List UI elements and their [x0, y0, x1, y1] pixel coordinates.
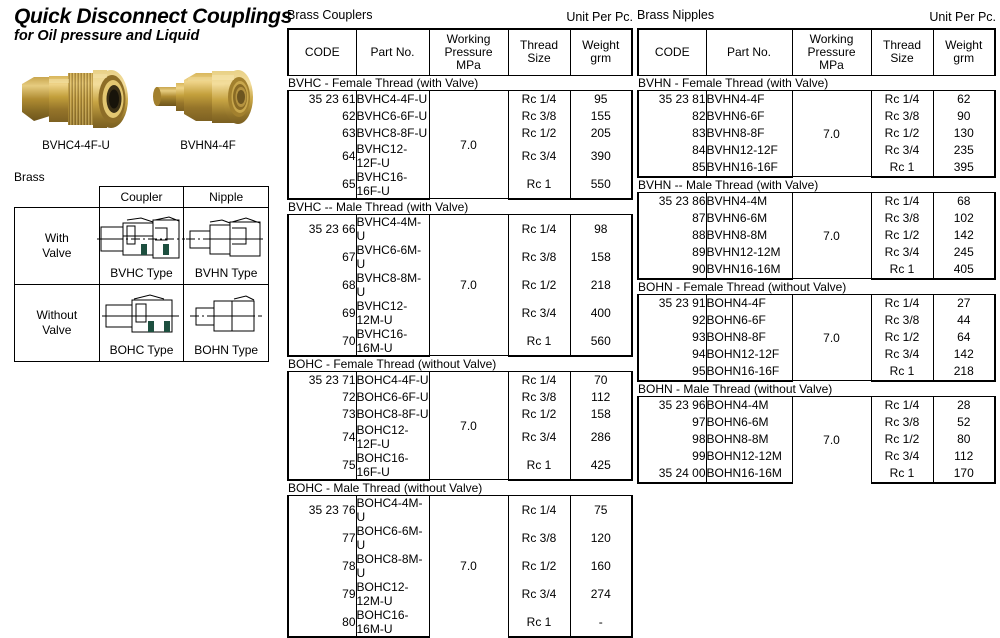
cell-thread-size: Rc 3/4 [508, 142, 570, 170]
col-header-thread-size: Thread Size [508, 29, 570, 75]
group-label: BOHN - Female Thread (without Valve) [638, 279, 995, 295]
cell-weight: 205 [570, 125, 632, 142]
group-header-row [638, 177, 995, 193]
cell-thread-size: Rc 3/8 [871, 108, 933, 125]
brass-ref-col-coupler: Coupler [99, 187, 184, 208]
nipple-photo [152, 60, 264, 134]
cell-thread-size: Rc 1/2 [871, 227, 933, 244]
cell-working-pressure: 7.0 [792, 192, 871, 279]
bvhc-section-drawing [97, 214, 185, 264]
brass-ref-col-nipple: Nipple [184, 187, 269, 208]
cell-part-no: BVHC16-16F-U [356, 170, 429, 199]
coupler-illustration [16, 60, 134, 134]
cell-thread-size: Rc 3/8 [508, 108, 570, 125]
cell-weight: 158 [570, 243, 632, 271]
cell-code: 80 [288, 608, 356, 637]
brass-ref-label: Brass [14, 170, 45, 184]
cell-weight: 95 [570, 90, 632, 108]
cell-thread-size: Rc 1/2 [871, 125, 933, 142]
table-header-row [638, 29, 995, 75]
cell-thread-size: Rc 1 [871, 363, 933, 381]
cell-thread-size: Rc 3/4 [871, 244, 933, 261]
cell-thread-size: Rc 1 [871, 261, 933, 279]
cell-thread-size: Rc 3/8 [871, 414, 933, 431]
title-main: Quick Disconnect Couplings [14, 5, 293, 28]
cell-thread-size: Rc 3/8 [508, 243, 570, 271]
title-subtitle: for Oil pressure and Liquid [14, 28, 200, 44]
cell-code: 35 23 76 [288, 495, 356, 524]
cell-weight: 28 [933, 396, 995, 414]
cell-code: 78 [288, 552, 356, 580]
cell-part-no: BVHN12-12F [706, 142, 792, 159]
cell-weight: 550 [570, 170, 632, 199]
col-header-working-pressure: Working Pressure MPa [792, 29, 871, 75]
brass-ref-corner [15, 187, 100, 208]
cell-part-no: BOHN16-16M [706, 465, 792, 483]
cell-code: 93 [638, 329, 706, 346]
cell-part-no: BOHC16-16M-U [356, 608, 429, 637]
cell-code: 62 [288, 108, 356, 125]
cell-code: 92 [638, 312, 706, 329]
brass-couplers-table [287, 28, 633, 638]
cell-code: 83 [638, 125, 706, 142]
cell-weight: 425 [570, 451, 632, 480]
bvhn-section-drawing [186, 214, 266, 264]
brass-ref-cell-bvhc [99, 208, 184, 285]
cell-part-no: BOHN16-16F [706, 363, 792, 381]
with-valve-line1: With [44, 231, 69, 245]
cell-part-no: BVHN8-8F [706, 125, 792, 142]
cell-code: 77 [288, 524, 356, 552]
table-row[interactable] [638, 294, 995, 312]
cell-part-no: BVHN16-16F [706, 159, 792, 177]
cell-part-no: BVHC8-8M-U [356, 271, 429, 299]
cell-code: 85 [638, 159, 706, 177]
cell-thread-size: Rc 3/4 [871, 142, 933, 159]
cell-code: 35 23 81 [638, 90, 706, 108]
cell-weight: 80 [933, 431, 995, 448]
cell-working-pressure: 7.0 [429, 371, 508, 480]
cell-weight: 158 [570, 406, 632, 423]
brass-ref-cell-bohn [184, 285, 269, 362]
cell-part-no: BOHC4-4M-U [356, 495, 429, 524]
brass-ref-cap-bohn: BOHN Type [194, 343, 259, 357]
cell-thread-size: Rc 1/2 [871, 329, 933, 346]
cell-working-pressure: 7.0 [792, 294, 871, 381]
bohc-section-drawing [102, 291, 180, 341]
cell-code: 90 [638, 261, 706, 279]
cell-weight: 120 [570, 524, 632, 552]
bohn-section-drawing [190, 291, 262, 341]
table-header-row [288, 29, 632, 75]
cell-part-no: BVHN6-6F [706, 108, 792, 125]
cell-weight: 90 [933, 108, 995, 125]
brass-ref-cap-bvhn: BVHN Type [194, 266, 258, 280]
cell-code: 65 [288, 170, 356, 199]
brass-ref-rowlabel-with-valve [15, 208, 100, 285]
cell-part-no: BVHN4-4F [706, 90, 792, 108]
brass-couplers-unit: Unit Per Pc. [566, 10, 633, 24]
cell-thread-size: Rc 1/4 [508, 495, 570, 524]
cell-weight: 155 [570, 108, 632, 125]
cell-part-no: BVHN6-6M [706, 210, 792, 227]
cell-part-no: BVHN12-12M [706, 244, 792, 261]
table-row[interactable] [288, 495, 632, 524]
cell-code: 89 [638, 244, 706, 261]
cell-weight: 75 [570, 495, 632, 524]
cell-thread-size: Rc 3/8 [508, 524, 570, 552]
cell-code: 99 [638, 448, 706, 465]
cell-code: 70 [288, 327, 356, 356]
table-row[interactable] [638, 90, 995, 108]
coupler-photo [16, 60, 134, 134]
cell-weight: 142 [933, 346, 995, 363]
cell-weight: 64 [933, 329, 995, 346]
cell-weight: 102 [933, 210, 995, 227]
cell-code: 72 [288, 389, 356, 406]
cell-working-pressure: 7.0 [429, 214, 508, 356]
cell-weight: 68 [933, 192, 995, 210]
cell-weight: 400 [570, 299, 632, 327]
group-label: BVHN - Female Thread (with Valve) [638, 75, 995, 90]
page-title [14, 5, 293, 44]
brass-nipples-unit: Unit Per Pc. [929, 10, 996, 24]
cell-thread-size: Rc 1/4 [508, 371, 570, 389]
cell-part-no: BVHC16-16M-U [356, 327, 429, 356]
brass-ref-row-with-valve [15, 208, 269, 285]
cell-part-no: BVHN4-4M [706, 192, 792, 210]
cell-code: 67 [288, 243, 356, 271]
cell-code: 69 [288, 299, 356, 327]
cell-code: 35 23 71 [288, 371, 356, 389]
cell-part-no: BOHC4-4F-U [356, 373, 429, 388]
cell-code: 73 [288, 406, 356, 423]
col-header-part-no: Part No. [356, 29, 429, 75]
cell-code: 35 24 00 [638, 465, 706, 483]
cell-part-no: BOHC12-12M-U [356, 580, 429, 608]
cell-part-no: BVHC8-8F-U [356, 126, 428, 141]
product-photos [0, 52, 283, 162]
cell-part-no: BVHC4-4F-U [356, 92, 428, 107]
cell-part-no: BOHN12-12M [706, 448, 792, 465]
cell-code: 94 [638, 346, 706, 363]
cell-weight: 70 [570, 371, 632, 389]
cell-code: 75 [288, 451, 356, 480]
brass-ref-row-without-valve [15, 285, 269, 362]
col-header-code: CODE [638, 29, 706, 75]
cell-code: 64 [288, 142, 356, 170]
cell-part-no: BOHC6-6M-U [356, 524, 429, 552]
cell-weight: 44 [933, 312, 995, 329]
cell-weight: 142 [933, 227, 995, 244]
cell-part-no: BVHC6-6F-U [356, 109, 428, 124]
cell-part-no: BOHN4-4M [706, 396, 792, 414]
cell-working-pressure: 7.0 [792, 396, 871, 483]
group-header-row [288, 480, 632, 496]
cell-part-no: BOHN12-12F [706, 346, 792, 363]
cell-thread-size: Rc 3/4 [508, 299, 570, 327]
cell-thread-size: Rc 1 [871, 465, 933, 483]
cell-code: 84 [638, 142, 706, 159]
col-header-working-pressure: Working Pressure MPa [429, 29, 508, 75]
cell-thread-size: Rc 3/4 [508, 423, 570, 451]
nipple-caption: BVHN4-4F [180, 140, 236, 152]
cell-part-no: BVHC6-6M-U [356, 243, 429, 271]
cell-thread-size: Rc 1/4 [508, 214, 570, 243]
cell-thread-size: Rc 1/4 [871, 90, 933, 108]
cell-part-no: BOHN4-4F [706, 294, 792, 312]
group-header-row [638, 381, 995, 397]
col-header-code: CODE [288, 29, 356, 75]
cell-thread-size: Rc 1/4 [871, 294, 933, 312]
cell-thread-size: Rc 1/4 [871, 396, 933, 414]
cell-thread-size: Rc 1 [508, 451, 570, 480]
cell-code: 35 23 61 [288, 90, 356, 108]
brass-ref-header-row [15, 187, 269, 208]
cell-thread-size: Rc 3/4 [508, 580, 570, 608]
cell-part-no: BOHC8-8F-U [356, 407, 429, 422]
cell-weight: 62 [933, 90, 995, 108]
with-valve-line2: Valve [42, 246, 72, 260]
cell-weight: 52 [933, 414, 995, 431]
brass-couplers-title: Brass Couplers [287, 8, 373, 22]
cell-thread-size: Rc 1 [871, 159, 933, 177]
cell-weight: 395 [933, 159, 995, 177]
cell-weight: 112 [933, 448, 995, 465]
cell-weight: 390 [570, 142, 632, 170]
cell-code: 74 [288, 423, 356, 451]
cell-code: 68 [288, 271, 356, 299]
without-valve-line2: Valve [42, 323, 72, 337]
cell-part-no: BOHN8-8M [706, 431, 792, 448]
group-label: BOHC - Female Thread (without Valve) [288, 356, 632, 372]
cell-code: 97 [638, 414, 706, 431]
col-header-part-no: Part No. [706, 29, 792, 75]
col-header-weight: Weight grm [570, 29, 632, 75]
cell-weight: 98 [570, 214, 632, 243]
brass-ref-cap-bohc: BOHC Type [109, 343, 174, 357]
cell-part-no: BOHN6-6F [706, 312, 792, 329]
nipple-illustration [152, 60, 264, 134]
cell-thread-size: Rc 1 [508, 170, 570, 199]
cell-code: 82 [638, 108, 706, 125]
table-row[interactable] [638, 192, 995, 210]
cell-code: 87 [638, 210, 706, 227]
cell-part-no: BOHN6-6M [706, 414, 792, 431]
cell-working-pressure: 7.0 [429, 90, 508, 199]
cell-part-no: BVHC12-12M-U [356, 299, 429, 327]
cell-thread-size: Rc 1 [508, 327, 570, 356]
cell-code: 35 23 96 [638, 396, 706, 414]
cell-part-no: BOHN8-8F [706, 329, 792, 346]
group-header-row [638, 279, 995, 295]
table-row[interactable] [288, 214, 632, 243]
cell-weight: 405 [933, 261, 995, 279]
without-valve-line1: Without [36, 308, 78, 322]
cell-thread-size: Rc 1/4 [871, 192, 933, 210]
cell-weight: 170 [933, 465, 995, 483]
cell-working-pressure: 7.0 [429, 495, 508, 637]
brass-nipples-table [637, 28, 996, 484]
cell-weight: 160 [570, 552, 632, 580]
cell-weight: 27 [933, 294, 995, 312]
cell-thread-size: Rc 1/2 [508, 406, 570, 423]
group-label: BVHC - Female Thread (with Valve) [288, 75, 632, 90]
col-header-weight: Weight grm [933, 29, 995, 75]
cell-thread-size: Rc 1/2 [508, 552, 570, 580]
cell-code: 98 [638, 431, 706, 448]
brass-ref-rowlabel-without-valve [15, 285, 100, 362]
cell-thread-size: Rc 1/4 [508, 90, 570, 108]
cell-working-pressure: 7.0 [792, 90, 871, 177]
cell-part-no: BOHC16-16F-U [356, 451, 429, 480]
cell-part-no: BVHC12-12F-U [356, 142, 429, 170]
cell-weight: 235 [933, 142, 995, 159]
cell-weight: - [570, 608, 632, 637]
cell-thread-size: Rc 3/8 [871, 210, 933, 227]
table-row[interactable] [288, 371, 632, 389]
cell-part-no: BVHC4-4M-U [356, 214, 429, 243]
cell-thread-size: Rc 3/4 [871, 346, 933, 363]
group-label: BOHN - Male Thread (without Valve) [638, 381, 995, 397]
cell-code: 79 [288, 580, 356, 608]
brass-ref-cell-bohc [99, 285, 184, 362]
group-label: BOHC - Male Thread (without Valve) [288, 480, 632, 496]
cell-thread-size: Rc 1/2 [508, 125, 570, 142]
cell-thread-size: Rc 3/8 [508, 389, 570, 406]
left-panel [0, 0, 293, 445]
group-header-row [288, 356, 632, 372]
cell-weight: 274 [570, 580, 632, 608]
brass-ref-cell-bvhn [184, 208, 269, 285]
cell-weight: 286 [570, 423, 632, 451]
cell-weight: 112 [570, 389, 632, 406]
cell-part-no: BOHC12-12F-U [356, 423, 429, 451]
cell-weight: 560 [570, 327, 632, 356]
brass-ref-cap-bvhc: BVHC Type [110, 266, 173, 280]
cell-code: 63 [288, 125, 356, 142]
cell-weight: 245 [933, 244, 995, 261]
cell-code: 35 23 66 [288, 214, 356, 243]
cell-code: 35 23 91 [638, 294, 706, 312]
cell-weight: 218 [933, 363, 995, 381]
cell-code: 88 [638, 227, 706, 244]
cell-thread-size: Rc 3/8 [871, 312, 933, 329]
coupler-caption: BVHC4-4F-U [42, 140, 110, 152]
cell-code: 95 [638, 363, 706, 381]
cell-weight: 218 [570, 271, 632, 299]
table-row[interactable] [288, 90, 632, 108]
cell-thread-size: Rc 3/4 [871, 448, 933, 465]
cell-part-no: BVHN8-8M [706, 227, 792, 244]
cell-thread-size: Rc 1 [508, 608, 570, 637]
group-header-row [638, 75, 995, 90]
brass-nipples-title: Brass Nipples [637, 8, 715, 22]
col-header-thread-size: Thread Size [871, 29, 933, 75]
cell-thread-size: Rc 1/2 [508, 271, 570, 299]
brass-reference-table [14, 186, 269, 362]
cell-thread-size: Rc 1/2 [871, 431, 933, 448]
table-row[interactable] [638, 396, 995, 414]
group-header-row [288, 75, 632, 90]
cell-part-no: BOHC8-8M-U [356, 552, 429, 580]
group-header-row [288, 199, 632, 215]
cell-weight: 130 [933, 125, 995, 142]
group-label: BVHC -- Male Thread (with Valve) [288, 199, 632, 215]
cell-part-no: BOHC6-6F-U [356, 390, 429, 405]
cell-code: 35 23 86 [638, 192, 706, 210]
cell-part-no: BVHN16-16M [706, 261, 792, 279]
group-label: BVHN -- Male Thread (with Valve) [638, 177, 995, 193]
